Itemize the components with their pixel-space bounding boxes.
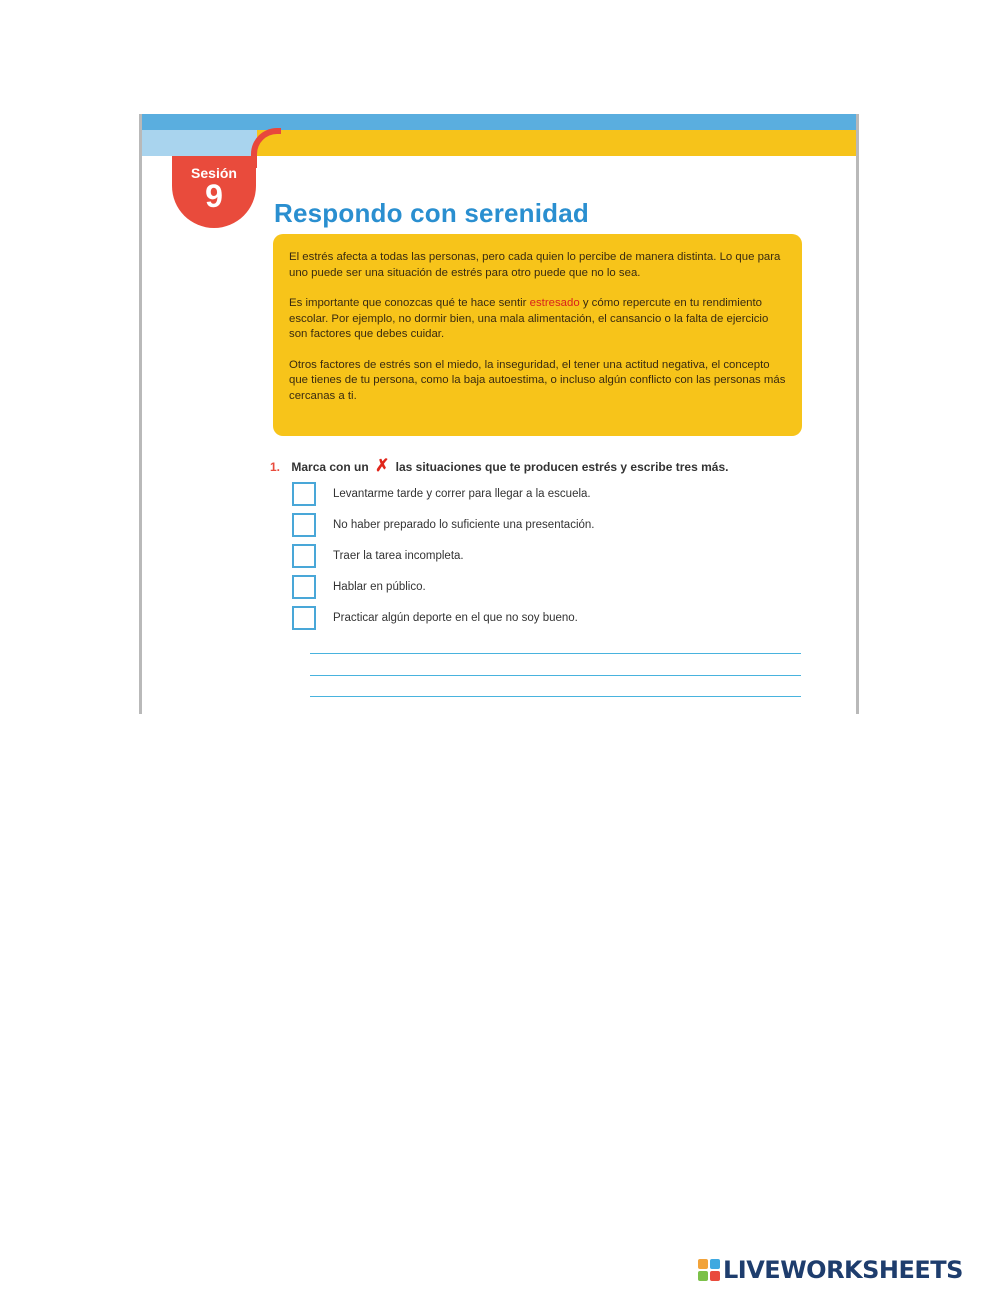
- answer-line-3[interactable]: [310, 696, 801, 697]
- logo-square-i: [710, 1259, 720, 1269]
- checkbox-option-5[interactable]: [292, 606, 316, 630]
- question-number: 1.: [270, 460, 281, 474]
- logo-square-l: [698, 1259, 708, 1269]
- header-band-yellow: [257, 130, 856, 156]
- liveworksheets-logo: [698, 1255, 963, 1285]
- info-paragraph-2: [289, 296, 788, 343]
- question-1: [270, 456, 728, 476]
- answer-line-2[interactable]: [310, 675, 801, 676]
- logo-square-e: [710, 1271, 720, 1281]
- info-paragraph-3: Otros factores de estrés son el miedo, la inseguridad, el tener una actitud negativa, el concepto que tienes de tu persona, como la baja autoestima, o incluso algún conflicto con las personas más cercanas a ti.: [289, 358, 786, 402]
- worksheet-page: [139, 114, 859, 714]
- info-box: [273, 234, 802, 436]
- info-paragraph-2-start: Es importante que conozcas qué te hace sentir: [289, 297, 530, 309]
- session-number: 9: [205, 178, 223, 214]
- option-label-5: Practicar algún deporte en el que no soy bueno.: [333, 612, 578, 624]
- session-badge: [172, 156, 256, 228]
- header-band-blue: [142, 114, 856, 130]
- answer-line-1[interactable]: [310, 653, 801, 654]
- header-band-light-blue: [142, 130, 262, 156]
- option-label-3: Traer la tarea incompleta.: [333, 550, 464, 562]
- checkbox-option-2[interactable]: [292, 513, 316, 537]
- info-paragraph-1: El estrés afecta a todas las personas, pero cada quien lo percibe de manera distinta. Lo que para uno puede ser una situación de estrés para otro puede que no lo sea.: [289, 251, 781, 279]
- option-label-4: Hablar en público.: [333, 581, 426, 593]
- page-border-left: [139, 114, 142, 714]
- liveworksheets-logo-icon: [698, 1259, 720, 1281]
- checkbox-option-3[interactable]: [292, 544, 316, 568]
- question-text-end: las situaciones que te producen estrés y escribe tres más.: [395, 460, 729, 474]
- x-mark-icon: ✗: [375, 456, 390, 475]
- page-border-right: [856, 114, 859, 714]
- option-label-1: Levantarme tarde y correr para llegar a la escuela.: [333, 488, 591, 500]
- checkbox-option-1[interactable]: [292, 482, 316, 506]
- session-label: Sesión: [191, 165, 237, 181]
- info-paragraph-2-end: y cómo repercute en tu rendimiento escolar. Por ejemplo, no dormir bien, una mala alimentación, el cansancio o la falta de ejercicio son factores que debes cuidar.: [289, 297, 769, 340]
- page-title: Respondo con serenidad: [274, 198, 590, 228]
- logo-square-v: [698, 1271, 708, 1281]
- highlighted-word: estresado: [529, 297, 580, 309]
- question-text-start: Marca con un: [291, 460, 369, 474]
- option-label-2: No haber preparado lo suficiente una presentación.: [333, 519, 595, 531]
- liveworksheets-brand-text: LIVEWORKSHEETS: [723, 1256, 963, 1284]
- checkbox-option-4[interactable]: [292, 575, 316, 599]
